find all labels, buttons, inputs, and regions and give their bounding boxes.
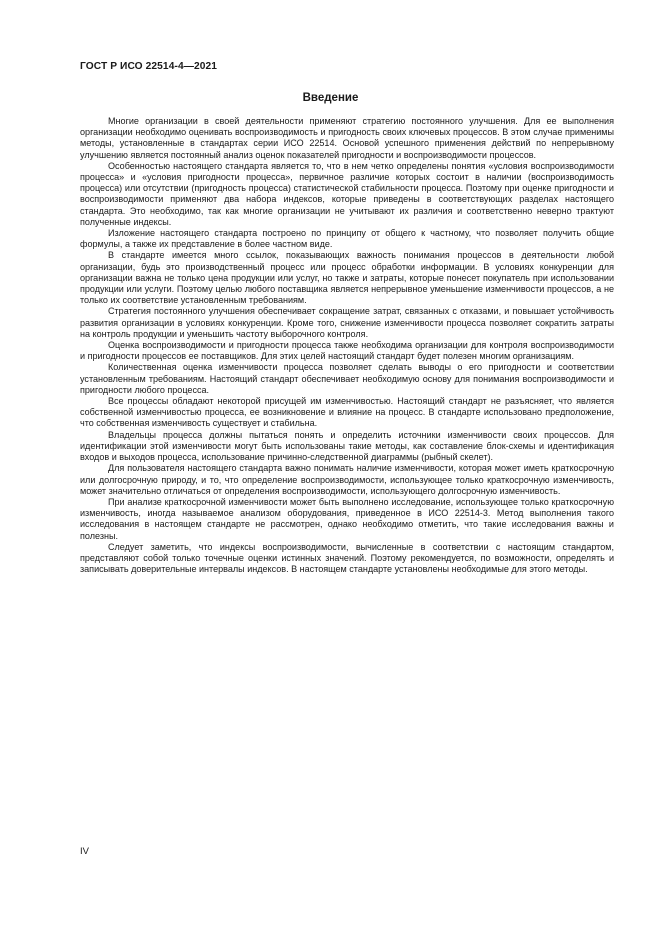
paragraph-9: Владельцы процесса должны пытаться понять и определить источники изменчивости своих процессов. Для идентификации этой изменчивости могут быть использованы такие методы, как составление блок-схемы и идентификация входов и выходов процесса, использование причинно-следственной диаграммы (рыбный скелет). [80,429,614,463]
paragraph-5: Стратегия постоянного улучшения обеспечивает сокращение затрат, связанных с отказами, и повышает устойчивость развития организации в условиях конкуренции. Кроме того, снижение изменчивости процесса позволяет сократить затраты на контроль продукции и уменьшить частоту выборочного контроля. [80,306,614,339]
paragraph-8: Все процессы обладают некоторой присущей им изменчивостью. Настоящий стандарт не разъясняет, что является собственной изменчивостью процесса, ее возникновение и влияние на процесс. В стандарте использовано предположение, что собственная изменчивость существует и стабильна. [80,396,614,429]
paragraph-11: При анализе краткосрочной изменчивости может быть выполнено исследование, использующее только краткосрочную изменчивость, иногда называемое анализом оборудования, приведенное в ИСО 22514-3. Метод выполнения такого исследования в настоящем стандарте не рассмотрен, однако необходимо отметить, что такие исследования важны и полезны. [80,496,614,541]
paragraph-3: Изложение настоящего стандарта построено по принципу от общего к частному, что позволяет получить общие формулы, а также их представление в более частном виде. [80,228,614,250]
paragraph-4: В стандарте имеется много ссылок, показывающих важность понимания процессов в деятельности любой организации, будь это производственный процесс или процесс обработки информации. В условиях конкуренции для организации важна не только цена продукции или услуг, но также и затраты, которые понесет покупатель при использовании продукции или услуги. Поэтому целью любого поставщика является непрерывное уменьшение изменчивости процессов, а не только их соответствие установленным требованиям. [80,250,614,306]
section-title: Введение [302,92,359,104]
paragraph-1: Многие организации в своей деятельности применяют стратегию постоянного улучшения. Для ее выполнения организации необходимо оценивать воспроизводимость и пригодность своих ключевых процессов. В этом случае применимы методы, установленные в стандартах серии ИСО 22514. Основой успешного применения действий по непрерывному улучшению является постоянный анализ оценок показателей пригодности и воспроизводимости процессов. [80,116,614,160]
paragraph-2: Особенностью настоящего стандарта является то, что в нем четко определены понятия «условия воспроизводимости процесса» и «условия пригодности процесса», первичное различие которых состоит в наличии (воспроизводимость процесса) или отсутствии (пригодность процесса) статистической стабильности процесса. Поэтому при оценке пригодности и воспроизводимости применяют два набора индексов, которые приведены в соответствующих разделах настоящего стандарта. Это необходимо, так как многие организации не учитывают их различия и соответственно неверно трактуют полученные индексы. [80,160,614,227]
document-standard-number: ГОСТ Р ИСО 22514-4—2021 [80,61,218,72]
paragraph-6: Оценка воспроизводимости и пригодности процесса также необходима организации для контроля воспроизводимости и пригодности процессов ее поставщиков. Для этих целей настоящий стандарт будет полезен многим организациям. [80,340,614,362]
section-body [80,116,614,575]
paragraph-7: Количественная оценка изменчивости процесса позволяет сделать выводы о его пригодности и соответствии установленным требованиям. Настоящий стандарт обеспечивает необходимую основу для понимания воспроизводимости и пригодности любого процесса. [80,362,614,395]
paragraph-12: Следует заметить, что индексы воспроизводимости, вычисленные в соответствии с настоящим стандартом, представляют собой только точечные оценки истинных значений. Поэтому рекомендуется, по возможности, определять и записывать доверительные интервалы индексов. В настоящем стандарте установлены необходимые для этого методы. [80,541,614,575]
paragraph-10: Для пользователя настоящего стандарта важно понимать наличие изменчивости, которая может иметь краткосрочную или долгосрочную природу, и то, что определение воспроизводимости, использующее только краткосрочную изменчивость, может значительно отличаться от определения воспроизводимости, использующего долгосрочную изменчивость. [80,463,614,496]
page-number: IV [80,846,89,857]
